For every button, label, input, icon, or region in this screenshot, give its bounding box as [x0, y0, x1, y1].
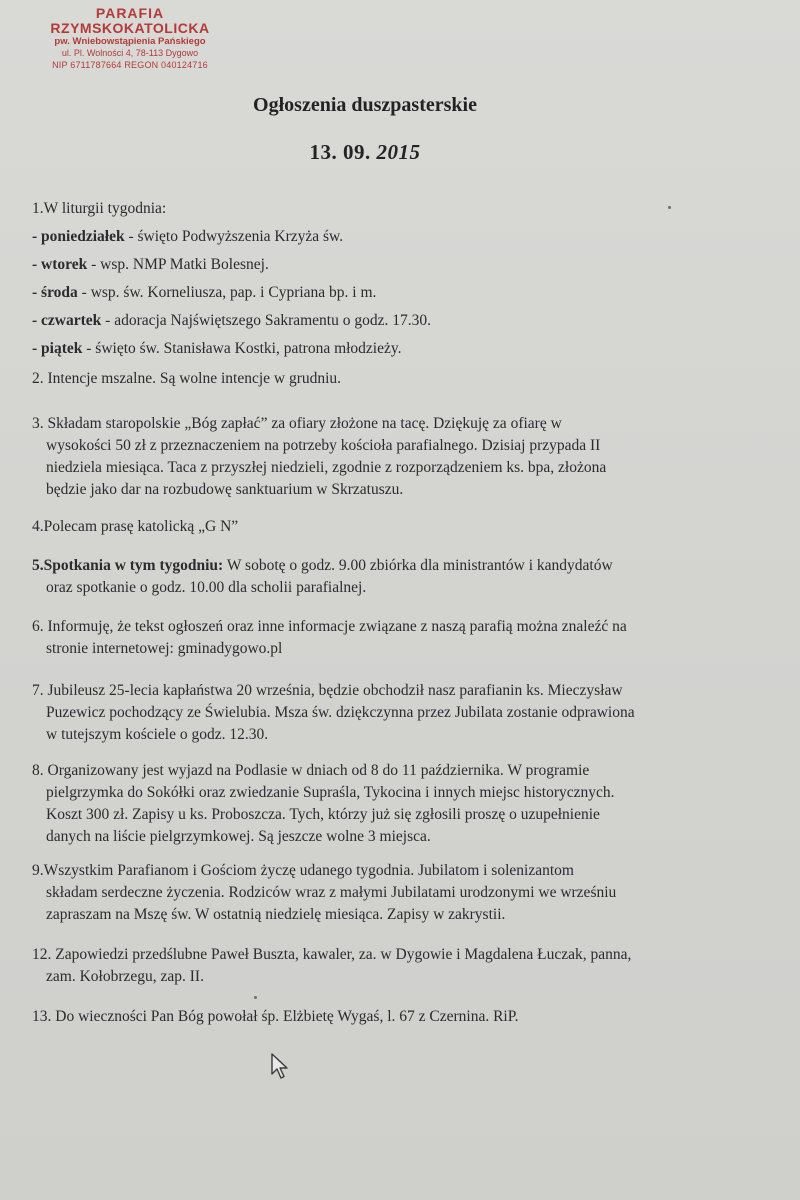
liturgy-day-row — [32, 284, 376, 302]
paragraph-line: Puzewicz pochodzący ze Świelubia. Msza św. dziękczynna przez Jubilata zostanie odprawiona — [46, 704, 635, 721]
paragraph-line: Koszt 300 zł. Zapisy u ks. Proboszcza. Tych, którzy już się zgłosili proszę o uzupełnienie — [46, 806, 600, 823]
paragraph-line: wysokości 50 zł z przeznaczeniem na potrzeby kościoła parafialnego. Dzisiaj przypada II — [46, 437, 601, 454]
liturgy-day: - poniedziałek — [32, 228, 125, 245]
announcement-13: 13. Do wieczności Pan Bóg powołał śp. Elżbietę Wygaś, l. 67 z Czernina. RiP. — [32, 1008, 519, 1025]
liturgy-day-row — [32, 228, 343, 246]
stamp-line: PARAFIA — [95, 5, 165, 21]
paragraph-line: stronie internetowej: gminadygowo.pl — [46, 640, 283, 657]
liturgy-day-row — [32, 256, 269, 274]
parish-stamp — [30, 6, 230, 70]
announcement-7 — [32, 680, 752, 746]
date-day-month: 13. 09. — [309, 140, 371, 164]
liturgy-day: - czwartek — [32, 312, 102, 329]
announcement-6 — [32, 616, 752, 660]
paragraph-line: będzie jako dar na rozbudowę sanktuarium w Skrzatuszu. — [46, 481, 404, 498]
paragraph-line: zam. Kołobrzegu, zap. II. — [46, 968, 204, 985]
date-year: 2015 — [376, 140, 421, 164]
paragraph-line: pielgrzymka do Sokółki oraz zwiedzanie Supraśla, Tykocina i innych miejsc historycznych. — [46, 784, 615, 801]
paragraph-line: oraz spotkanie o godz. 10.00 dla scholii parafialnej. — [46, 579, 367, 596]
announcement-date — [0, 140, 730, 165]
stamp-line: pw. Wniebowstąpienia Pańskiego — [54, 36, 206, 48]
liturgy-text: - święto Podwyższenia Krzyża św. — [124, 228, 344, 245]
dust-speck — [254, 996, 257, 999]
paragraph-line: składam serdeczne życzenia. Rodziców wraz z małymi Jubilatami urodzonymi we wrześniu — [46, 884, 617, 901]
liturgy-day-row — [32, 312, 431, 330]
page-title: Ogłoszenia duszpasterskie — [253, 94, 477, 116]
paragraph-line: niedziela miesiąca. Taca z przyszłej niedzieli, zgodnie z rozporządzeniem ks. bpa, złożona — [46, 459, 607, 476]
stamp-line: ul. Pl. Wolności 4, 78-113 Dygowo — [61, 48, 199, 59]
paragraph-line: W sobotę o godz. 9.00 zbiórka dla ministrantów i kandydatów — [223, 557, 613, 574]
paragraph-line: 8. Organizowany jest wyjazd na Podlasie w dniach od 8 do 11 października. W programie — [32, 762, 590, 779]
announcement-12 — [32, 944, 752, 988]
announcement-4: 4.Polecam prasę katolicką „G N” — [32, 518, 239, 535]
dust-speck — [668, 206, 671, 209]
paragraph-line: 9.Wszystkim Parafianom i Gościom życzę udanego tygodnia. Jubilatom i solenizantom — [32, 862, 574, 879]
paragraph-line: 6. Informuję, że tekst ogłoszeń oraz inne informacje związane z naszą parafią można znaleźć na — [32, 618, 627, 635]
liturgy-day-row — [32, 340, 402, 358]
liturgy-text: - adoracja Najświętszego Sakramentu o godz. 17.30. — [101, 312, 431, 329]
liturgy-heading: 1.W liturgii tygodnia: — [32, 200, 167, 217]
paragraph-line: danych na liście pielgrzymkowej. Są jeszcze wolne 3 miejsca. — [46, 828, 431, 845]
liturgy-day: - wtorek — [32, 256, 88, 273]
stamp-line: RZYMSKOKATOLICKA — [50, 19, 210, 36]
liturgy-text: - wsp. NMP Matki Bolesnej. — [87, 256, 269, 273]
stamp-line: NIP 6711787664 REGON 040124716 — [52, 59, 208, 70]
announcement-8 — [32, 760, 752, 848]
liturgy-day: - środa — [32, 284, 78, 301]
liturgy-day: - piątek — [32, 340, 83, 357]
paragraph-lead: 5.Spotkania w tym tygodniu: — [32, 557, 224, 574]
paragraph-line: zapraszam na Mszę św. W ostatnią niedzielę miesiąca. Zapisy w zakrystii. — [46, 906, 506, 923]
liturgy-text: - wsp. św. Korneliusza, pap. i Cypriana bp. i m. — [77, 284, 377, 301]
announcement-2: 2. Intencje mszalne. Są wolne intencje w grudniu. — [32, 370, 342, 387]
paragraph-line: w tutejszym kościele o godz. 12.30. — [46, 726, 269, 743]
liturgy-text: - święto św. Stanisława Kostki, patrona młodzieży. — [82, 340, 402, 357]
mouse-pointer-icon — [270, 1052, 290, 1082]
announcement-5 — [32, 555, 752, 599]
paragraph-line: 12. Zapowiedzi przedślubne Paweł Buszta, kawaler, za. w Dygowie i Magdalena Łuczak, panna, — [32, 946, 632, 963]
announcement-3 — [32, 413, 752, 501]
paragraph-line: 7. Jubileusz 25-lecia kapłaństwa 20 września, będzie obchodził nasz parafianin ks. Mieczysław — [32, 682, 623, 699]
paragraph-line: 3. Składam staropolskie „Bóg zapłać” za ofiary złożone na tacę. Dziękuję za ofiarę w — [32, 415, 562, 432]
announcement-9 — [32, 860, 752, 926]
